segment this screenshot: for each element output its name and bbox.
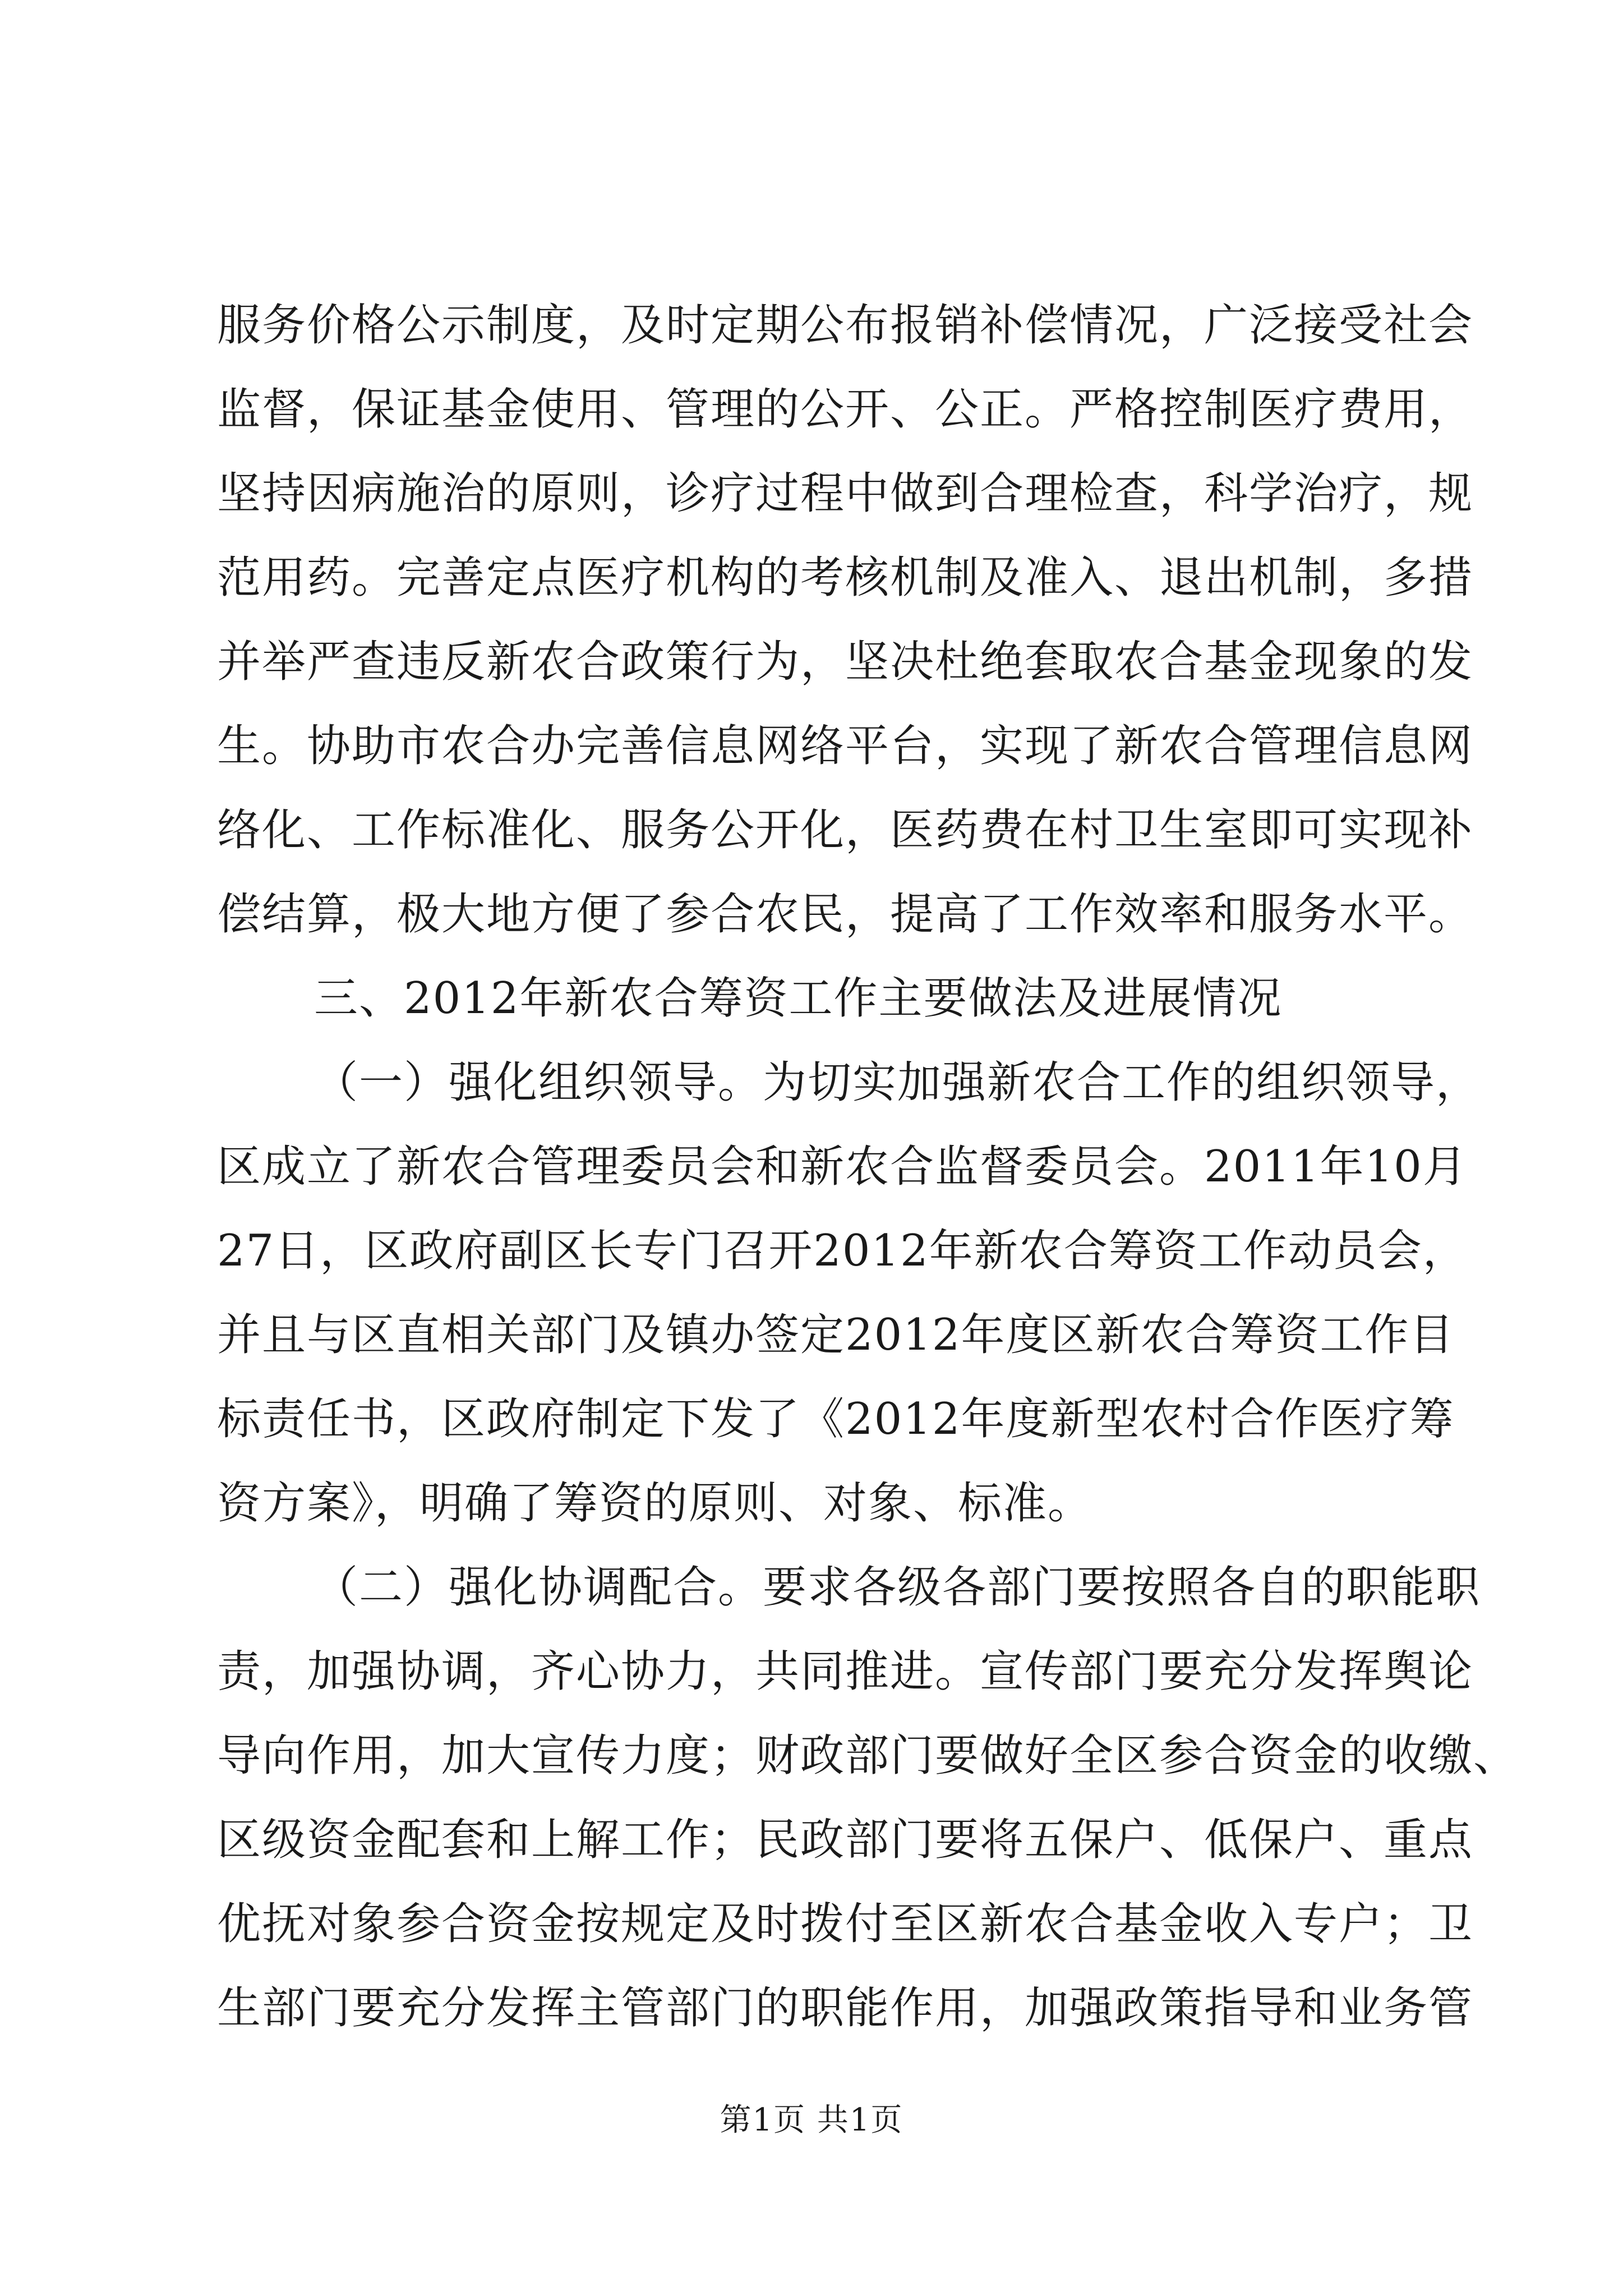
body-line: 优抚对象参合资金按规定及时拨付至区新农合基金收入专户；卫: [217, 1899, 1474, 1949]
body-line: 27日，区政府副区长专门召开2012年新农合筹资工作动员会，: [217, 1226, 1468, 1276]
body-line: 生部门要充分发挥主管部门的职能作用，加强政策指导和业务管: [217, 1983, 1474, 2033]
body-line: 坚持因病施治的原则，诊疗过程中做到合理检查，科学治疗，规: [217, 468, 1474, 519]
page-footer: 第1页 共1页: [720, 2102, 903, 2138]
section-heading: 三、2012年新农合筹资工作主要做法及进展情况: [314, 973, 1283, 1024]
body-line: 并且与区直相关部门及镇办签定2012年度区新农合筹资工作目: [217, 1310, 1455, 1360]
body-line: 络化、工作标准化、服务公开化，医药费在村卫生室即可实现补: [217, 805, 1474, 855]
body-line: 导向作用，加大宣传力度；财政部门要做好全区参合资金的收缴、: [217, 1731, 1519, 1781]
body-line: 责，加强协调，齐心协力，共同推进。宣传部门要充分发挥舆论: [217, 1646, 1474, 1697]
body-line: 范用药。完善定点医疗机构的考核机制及准入、退出机制，多措: [217, 553, 1474, 603]
body-line: 区成立了新农合管理委员会和新农合监督委员会。2011年10月: [217, 1142, 1468, 1192]
body-line: 监督，保证基金使用、管理的公开、公正。严格控制医疗费用，: [217, 384, 1474, 435]
paragraph-start: （二）强化协调配合。要求各级各部门要按照各自的职能职: [314, 1562, 1481, 1613]
body-line: 生。协助市农合办完善信息网络平台，实现了新农合管理信息网: [217, 721, 1474, 771]
body-line: 标责任书，区政府制定下发了《2012年度新型农村合作医疗筹: [217, 1394, 1455, 1444]
body-line: 偿结算，极大地方便了参合农民，提高了工作效率和服务水平。: [217, 889, 1474, 940]
body-line: 资方案》，明确了筹资的原则、对象、标准。: [217, 1478, 1093, 1529]
body-line: 服务价格公示制度，及时定期公布报销补偿情况，广泛接受社会: [217, 300, 1474, 351]
body-line: 区级资金配套和上解工作；民政部门要将五保户、低保户、重点: [217, 1815, 1474, 1865]
body-line: 并举严查违反新农合政策行为，坚决杜绝套取农合基金现象的发: [217, 637, 1474, 687]
paragraph-start: （一）强化组织领导。为切实加强新农合工作的组织领导，: [314, 1057, 1481, 1108]
